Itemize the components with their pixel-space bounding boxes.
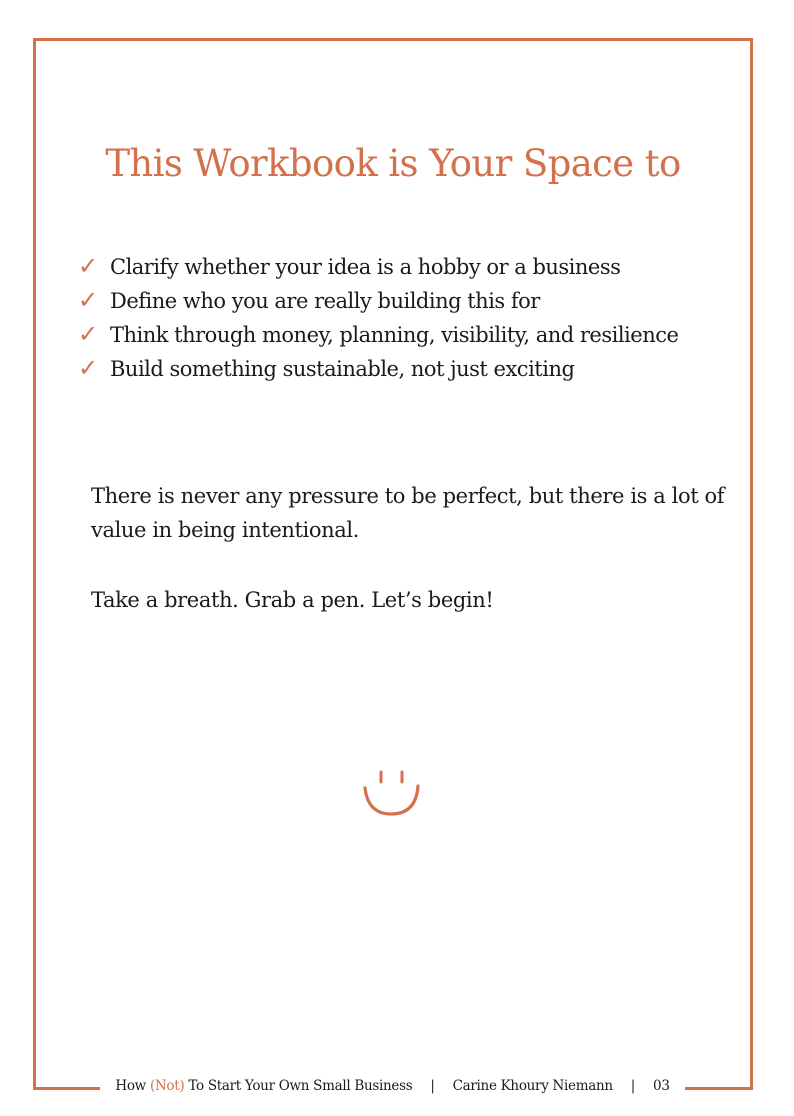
footer-separator: | [430, 1078, 435, 1094]
smiley-face-icon [360, 768, 424, 820]
checklist [78, 252, 678, 388]
page-title: This Workbook is Your Space to [105, 142, 681, 185]
checklist-item-text: Clarify whether your idea is a hobby or a business [110, 255, 621, 279]
footer-book-accent: (Not) [149, 1078, 185, 1094]
footer-book-prefix: How [115, 1078, 146, 1094]
checklist-item [78, 286, 678, 320]
checklist-item-text: Define who you are really building this for [110, 289, 540, 313]
footer-separator: | [630, 1078, 636, 1094]
checkmark-icon: ✓ [78, 320, 98, 348]
page-border [33, 38, 753, 1090]
checklist-item [78, 320, 678, 354]
checklist-item-text: Think through money, planning, visibility, and resilience [110, 323, 679, 347]
intentional-paragraph: There is never any pressure to be perfect, but there is a lot of value in being intentional. [91, 484, 725, 542]
checkmark-icon: ✓ [78, 252, 98, 280]
checklist-item [78, 252, 678, 286]
checklist-item [78, 354, 678, 388]
footer-book-suffix: To Start Your Own Small Business [188, 1078, 413, 1094]
footer-author: Carine Khoury Niemann [452, 1078, 613, 1094]
checkmark-icon: ✓ [78, 286, 98, 314]
page-footer [100, 1078, 685, 1094]
checklist-item-text: Build something sustainable, not just exciting [110, 357, 575, 381]
footer-page-number: 03 [653, 1078, 670, 1094]
closing-paragraph: Take a breath. Grab a pen. Let’s begin! [91, 588, 494, 612]
checkmark-icon: ✓ [78, 354, 98, 382]
